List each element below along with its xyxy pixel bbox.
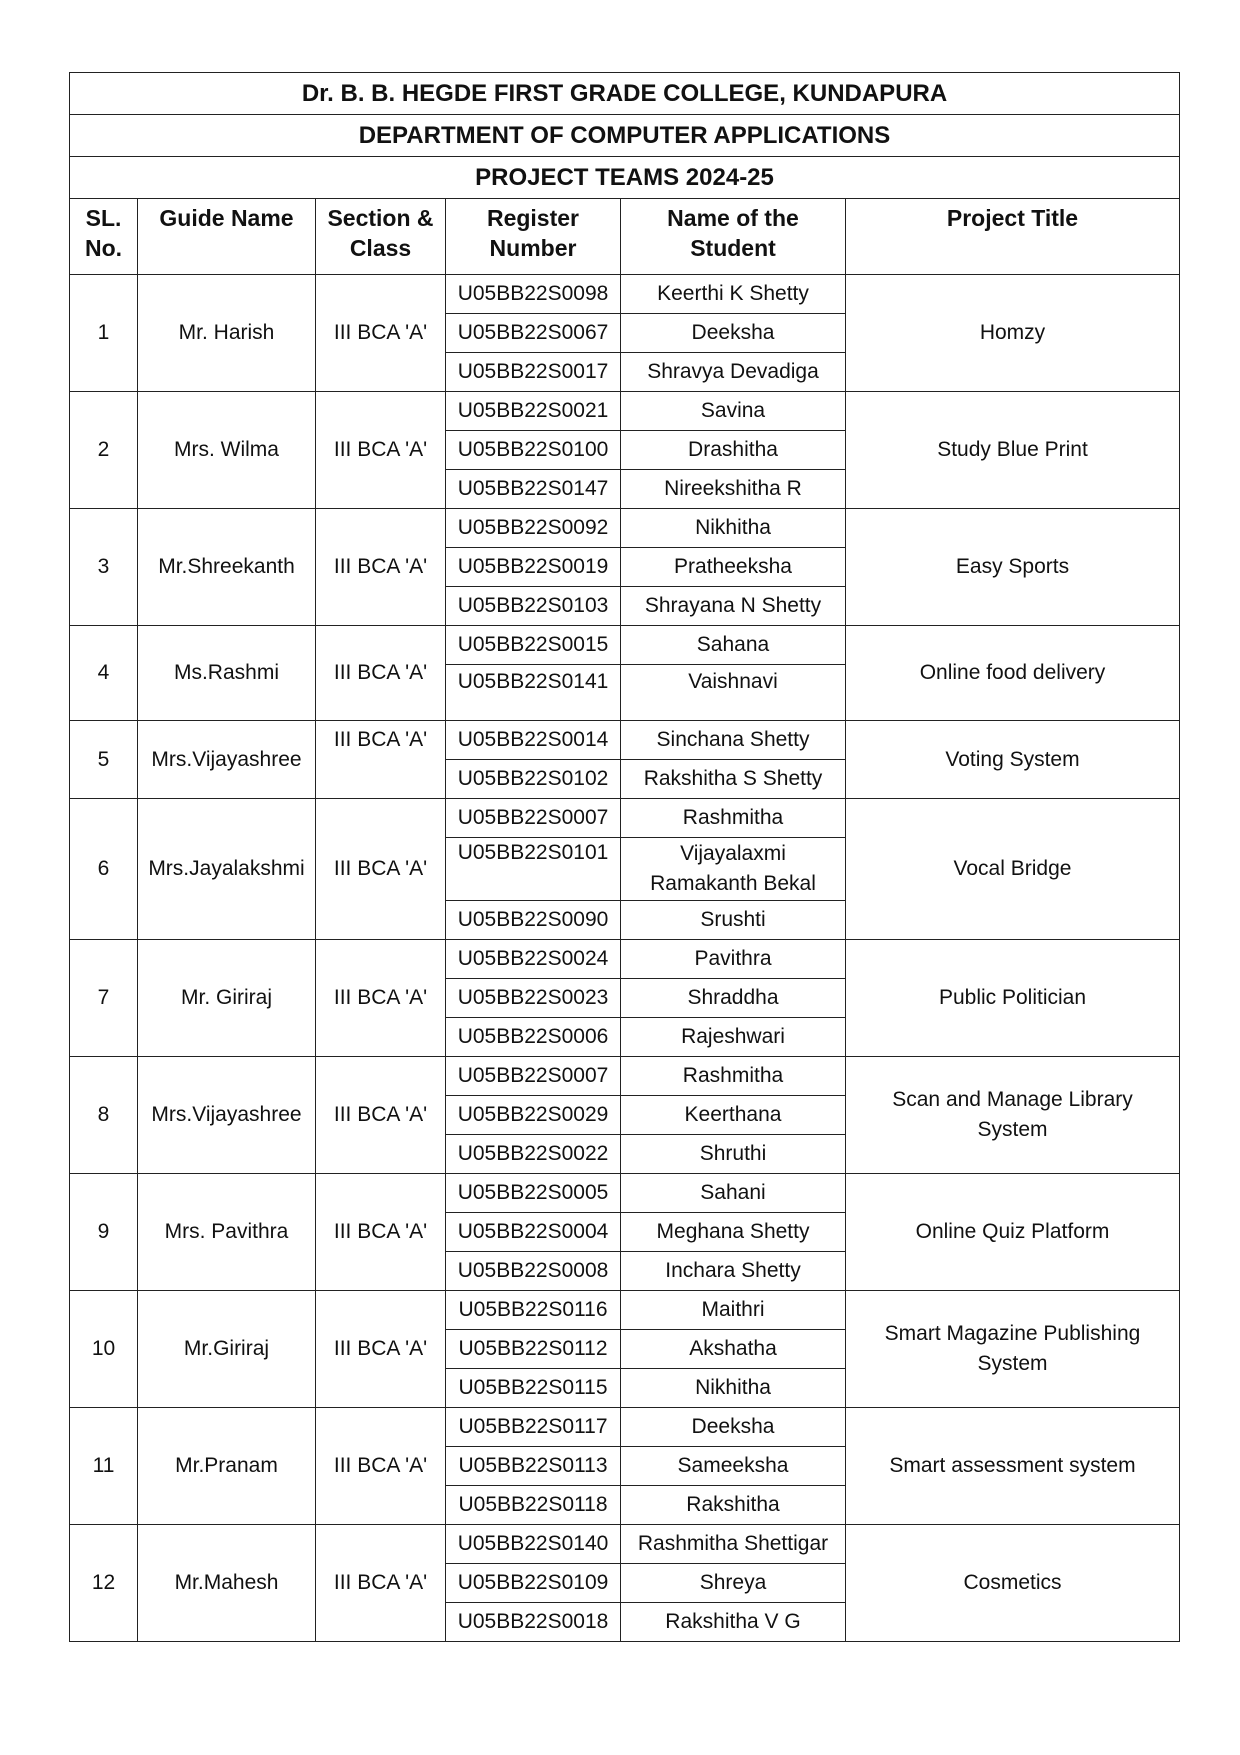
table-row (70, 275, 1180, 314)
team-group (70, 721, 1180, 799)
student-name-cell: Pavithra (621, 940, 846, 979)
register-number-cell: U05BB22S0112 (446, 1330, 621, 1369)
sl-no-cell: 6 (70, 799, 138, 940)
project-title-cell: Online food delivery (846, 626, 1180, 721)
sl-header-line1: SL. (85, 205, 122, 231)
student-name-cell: Shruthi (621, 1135, 846, 1174)
table-row (70, 1525, 1180, 1564)
student-name-cell: Shreya (621, 1564, 846, 1603)
register-number-cell: U05BB22S0101 (446, 838, 621, 901)
section-header-line1: Section & (327, 205, 434, 231)
register-number-cell: U05BB22S0147 (446, 470, 621, 509)
table-row (70, 1174, 1180, 1213)
student-name-cell: Akshatha (621, 1330, 846, 1369)
project-title-cell: Scan and Manage Library System (846, 1057, 1180, 1174)
student-name-cell: Meghana Shetty (621, 1213, 846, 1252)
sl-no-cell: 12 (70, 1525, 138, 1642)
register-number-cell: U05BB22S0115 (446, 1369, 621, 1408)
guide-name-cell: Mrs.Jayalakshmi (138, 799, 316, 940)
guide-name-cell: Mr. Giriraj (138, 940, 316, 1057)
sl-no-cell: 10 (70, 1291, 138, 1408)
guide-name-cell: Mr.Giriraj (138, 1291, 316, 1408)
team-group (70, 1291, 1180, 1408)
register-number-cell: U05BB22S0004 (446, 1213, 621, 1252)
student-name-cell: Nireekshitha R (621, 470, 846, 509)
project-title-cell: Cosmetics (846, 1525, 1180, 1642)
register-number-cell: U05BB22S0103 (446, 587, 621, 626)
section-class-cell: III BCA 'A' (316, 509, 446, 626)
student-name-cell: Keerthana (621, 1096, 846, 1135)
register-number-cell: U05BB22S0006 (446, 1018, 621, 1057)
student-name-cell: Sahani (621, 1174, 846, 1213)
register-number-cell: U05BB22S0007 (446, 1057, 621, 1096)
student-name-cell: Rajeshwari (621, 1018, 846, 1057)
register-number-cell: U05BB22S0017 (446, 353, 621, 392)
table-row (70, 626, 1180, 665)
student-name-cell: Inchara Shetty (621, 1252, 846, 1291)
student-name-cell: Sinchana Shetty (621, 721, 846, 760)
table-row (70, 721, 1180, 760)
student-name-cell: Shrayana N Shetty (621, 587, 846, 626)
register-number-cell: U05BB22S0029 (446, 1096, 621, 1135)
student-name-cell: Rashmitha (621, 1057, 846, 1096)
student-name-cell: Rakshitha S Shetty (621, 760, 846, 799)
student-name-cell: Pratheeksha (621, 548, 846, 587)
sl-no-cell: 5 (70, 721, 138, 799)
team-group (70, 1057, 1180, 1174)
register-number-cell: U05BB22S0117 (446, 1408, 621, 1447)
register-number-cell: U05BB22S0018 (446, 1603, 621, 1642)
sl-no-cell: 11 (70, 1408, 138, 1525)
section-class-cell: III BCA 'A' (316, 1525, 446, 1642)
guide-name-cell: Mrs. Wilma (138, 392, 316, 509)
guide-name-cell: Mr.Mahesh (138, 1525, 316, 1642)
register-number-cell: U05BB22S0007 (446, 799, 621, 838)
register-number-cell: U05BB22S0092 (446, 509, 621, 548)
table-row (70, 940, 1180, 979)
team-group (70, 799, 1180, 940)
college-name: Dr. B. B. HEGDE FIRST GRADE COLLEGE, KUNDAPURA (70, 73, 1180, 115)
team-group (70, 392, 1180, 509)
student-name-cell: Savina (621, 392, 846, 431)
register-number-cell: U05BB22S0100 (446, 431, 621, 470)
section-header-line2: Class (349, 235, 412, 261)
register-number-cell: U05BB22S0021 (446, 392, 621, 431)
section-class-cell: III BCA 'A' (316, 626, 446, 721)
register-number-cell: U05BB22S0109 (446, 1564, 621, 1603)
student-name-cell: Deeksha (621, 1408, 846, 1447)
column-header-guide-name: Guide Name (138, 199, 316, 275)
table-row (70, 799, 1180, 838)
section-class-cell: III BCA 'A' (316, 1408, 446, 1525)
section-class-cell: III BCA 'A' (316, 799, 446, 940)
project-title-cell: Online Quiz Platform (846, 1174, 1180, 1291)
sl-header-line2: No. (84, 235, 123, 261)
register-number-cell: U05BB22S0005 (446, 1174, 621, 1213)
register-number-cell: U05BB22S0090 (446, 901, 621, 940)
register-number-cell: U05BB22S0140 (446, 1525, 621, 1564)
section-class-cell: III BCA 'A' (316, 392, 446, 509)
sl-no-cell: 3 (70, 509, 138, 626)
register-number-cell: U05BB22S0019 (446, 548, 621, 587)
project-title-cell: Smart Magazine Publishing System (846, 1291, 1180, 1408)
student-name-cell: Maithri (621, 1291, 846, 1330)
team-group (70, 626, 1180, 721)
table-row (70, 1408, 1180, 1447)
sl-no-cell: 8 (70, 1057, 138, 1174)
project-title-cell: Smart assessment system (846, 1408, 1180, 1525)
register-number-cell: U05BB22S0022 (446, 1135, 621, 1174)
sl-no-cell: 7 (70, 940, 138, 1057)
student-name-cell: Sahana (621, 626, 846, 665)
student-name-cell: Deeksha (621, 314, 846, 353)
register-number-cell: U05BB22S0118 (446, 1486, 621, 1525)
section-class-cell: III BCA 'A' (316, 1174, 446, 1291)
section-class-cell: III BCA 'A' (316, 721, 446, 799)
section-class-cell: III BCA 'A' (316, 275, 446, 392)
team-group (70, 1525, 1180, 1642)
student-name-cell: Srushti (621, 901, 846, 940)
register-number-cell: U05BB22S0067 (446, 314, 621, 353)
register-number-cell: U05BB22S0113 (446, 1447, 621, 1486)
register-header-line1: Register (486, 205, 580, 231)
student-name-cell: Nikhitha (621, 509, 846, 548)
student-name-cell: Vijayalaxmi Ramakanth Bekal (621, 838, 846, 901)
table-row (70, 509, 1180, 548)
section-class-cell: III BCA 'A' (316, 1057, 446, 1174)
register-number-cell: U05BB22S0008 (446, 1252, 621, 1291)
project-title-cell: Easy Sports (846, 509, 1180, 626)
sl-no-cell: 2 (70, 392, 138, 509)
sl-no-cell: 9 (70, 1174, 138, 1291)
register-number-cell: U05BB22S0023 (446, 979, 621, 1018)
student-name-cell: Shraddha (621, 979, 846, 1018)
student-name-cell: Rakshitha V G (621, 1603, 846, 1642)
sl-no-cell: 1 (70, 275, 138, 392)
student-name-cell: Sameeksha (621, 1447, 846, 1486)
guide-name-cell: Mr.Pranam (138, 1408, 316, 1525)
document-title: PROJECT TEAMS 2024-25 (70, 157, 1180, 199)
project-title-cell: Homzy (846, 275, 1180, 392)
column-header-sl-no (70, 199, 138, 275)
department-name: DEPARTMENT OF COMPUTER APPLICATIONS (70, 115, 1180, 157)
student-header-line1: Name of the (667, 205, 799, 231)
guide-name-cell: Mrs.Vijayashree (138, 721, 316, 799)
register-number-cell: U05BB22S0015 (446, 626, 621, 665)
team-group (70, 509, 1180, 626)
guide-name-cell: Mrs. Pavithra (138, 1174, 316, 1291)
guide-name-cell: Mrs.Vijayashree (138, 1057, 316, 1174)
table-row (70, 392, 1180, 431)
team-group (70, 1408, 1180, 1525)
sl-no-cell: 4 (70, 626, 138, 721)
column-header-section-class (316, 199, 446, 275)
project-title-cell: Study Blue Print (846, 392, 1180, 509)
register-number-cell: U05BB22S0014 (446, 721, 621, 760)
column-header-student-name (621, 199, 846, 275)
project-title-cell: Public Politician (846, 940, 1180, 1057)
register-number-cell: U05BB22S0116 (446, 1291, 621, 1330)
section-class-cell: III BCA 'A' (316, 940, 446, 1057)
guide-name-cell: Ms.Rashmi (138, 626, 316, 721)
student-name-cell: Shravya Devadiga (621, 353, 846, 392)
register-number-cell: U05BB22S0024 (446, 940, 621, 979)
student-name-cell: Rashmitha Shettigar (621, 1525, 846, 1564)
table-row (70, 1057, 1180, 1096)
project-title-cell: Voting System (846, 721, 1180, 799)
column-header-project-title: Project Title (846, 199, 1180, 275)
guide-name-cell: Mr. Harish (138, 275, 316, 392)
student-name-cell: Vaishnavi (621, 665, 846, 721)
team-group (70, 1174, 1180, 1291)
register-number-cell: U05BB22S0141 (446, 665, 621, 721)
register-number-cell: U05BB22S0102 (446, 760, 621, 799)
student-name-cell: Drashitha (621, 431, 846, 470)
project-teams-document (69, 72, 1179, 1642)
project-title-cell: Vocal Bridge (846, 799, 1180, 940)
student-name-cell: Rashmitha (621, 799, 846, 838)
team-group (70, 275, 1180, 392)
section-class-cell: III BCA 'A' (316, 1291, 446, 1408)
guide-name-cell: Mr.Shreekanth (138, 509, 316, 626)
column-header-register-number (446, 199, 621, 275)
register-number-cell: U05BB22S0098 (446, 275, 621, 314)
student-header-line2: Student (690, 235, 776, 261)
student-name-cell: Rakshitha (621, 1486, 846, 1525)
register-header-line2: Number (489, 235, 577, 261)
student-name-cell: Nikhitha (621, 1369, 846, 1408)
student-name-cell: Keerthi K Shetty (621, 275, 846, 314)
project-teams-table (69, 72, 1180, 1642)
team-group (70, 940, 1180, 1057)
table-row (70, 1291, 1180, 1330)
